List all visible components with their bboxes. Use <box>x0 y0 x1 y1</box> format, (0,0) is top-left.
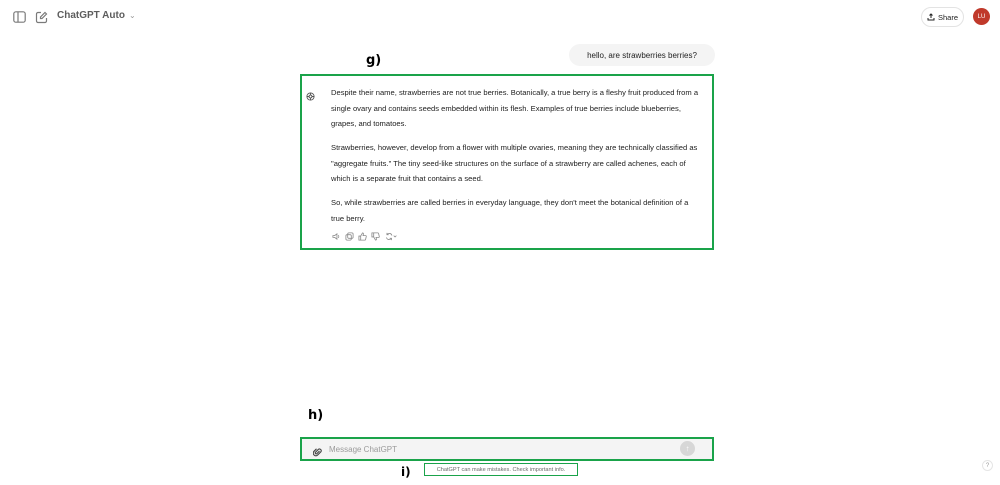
model-label: ChatGPT Auto <box>57 10 125 21</box>
assistant-logo-icon <box>306 88 315 97</box>
chevron-down-icon: ⌄ <box>128 11 136 20</box>
message-actions <box>332 232 398 241</box>
assistant-paragraph: Strawberries, however, develop from a flower with multiple ovaries, meaning they are technically classified as "aggregate fruits." The tiny seed-like structures on the surface of a strawberry are called achenes, each of which is a separate fruit that contains a seed. <box>331 143 698 183</box>
user-message-bubble: hello, are strawberries berries? <box>569 44 715 66</box>
thumbs-up-icon[interactable] <box>358 232 367 241</box>
new-chat-icon[interactable] <box>34 10 48 24</box>
read-aloud-icon[interactable] <box>332 232 341 241</box>
attach-paperclip-icon[interactable] <box>313 444 322 454</box>
message-composer <box>302 439 712 459</box>
model-selector[interactable] <box>57 10 136 21</box>
assistant-message <box>331 85 703 235</box>
assistant-paragraph: Despite their name, strawberries are not true berries. Botanically, a true berry is a fleshy fruit produced from a single ovary and contains seeds embedded within its flesh. Examples of true berries include blueberries, grapes, and tomatoes. <box>331 88 699 128</box>
annotation-label-i: i) <box>401 465 411 479</box>
send-button[interactable] <box>680 441 695 456</box>
assistant-paragraph: So, while strawberries are called berries in everyday language, they don't meet the botanical definition of a true berry. <box>331 198 689 223</box>
message-input[interactable] <box>329 442 669 456</box>
annotation-label-g: g) <box>366 53 382 68</box>
share-label: Share <box>937 12 958 22</box>
avatar[interactable]: LU <box>973 8 990 25</box>
top-bar <box>0 0 1000 34</box>
share-upload-icon <box>927 13 935 21</box>
arrow-up-icon: ↑ <box>685 444 690 453</box>
share-button[interactable] <box>921 7 964 27</box>
copy-icon[interactable] <box>345 232 354 241</box>
sidebar-toggle-icon[interactable] <box>12 10 26 24</box>
thumbs-down-icon[interactable] <box>371 232 380 241</box>
annotation-label-h: h) <box>308 408 324 423</box>
help-button[interactable]: ? <box>982 460 993 471</box>
disclaimer-text: ChatGPT can make mistakes. Check important info. <box>436 466 566 473</box>
regenerate-icon[interactable] <box>384 232 398 241</box>
